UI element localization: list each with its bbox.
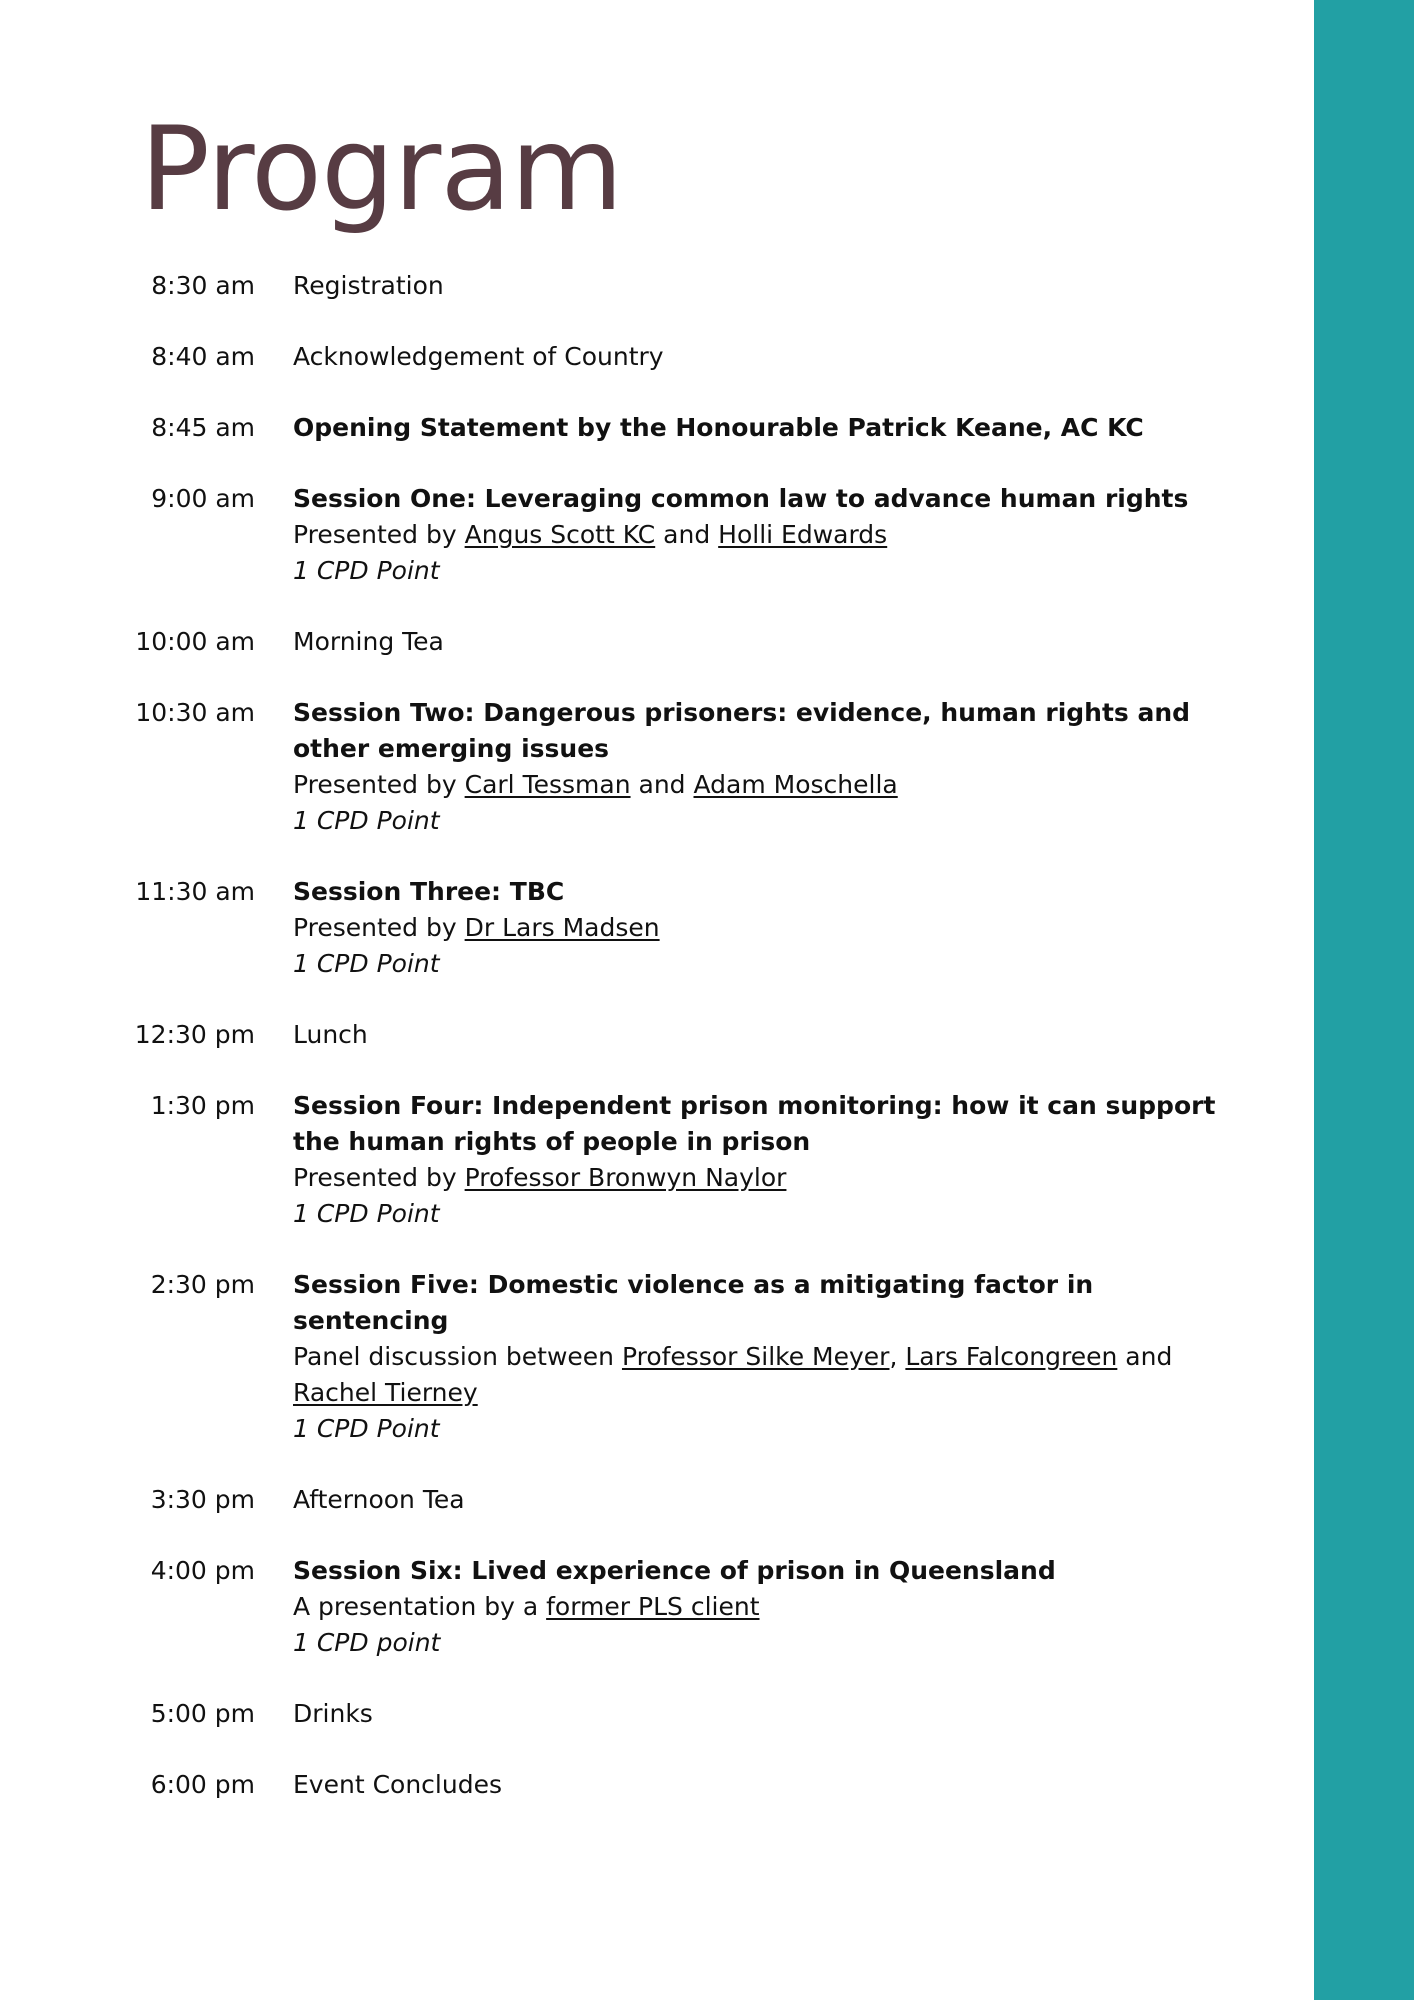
program-row — [100, 1553, 1240, 1661]
presenter-link[interactable]: Angus Scott KC — [464, 520, 656, 549]
presenter-prefix: Presented by — [293, 520, 457, 549]
cpd-points: 1 CPD Point — [293, 1414, 440, 1443]
session-title: Session Six: Lived experience of prison in Queensland — [293, 1556, 1056, 1585]
item-title: Opening Statement by the Honourable Patrick Keane, AC KC — [293, 413, 1144, 442]
program-row — [100, 339, 1240, 375]
time-label: 5:00 pm — [150, 1699, 255, 1728]
presenter-line — [293, 1160, 1240, 1196]
session-title: Session Two: Dangerous prisoners: evidence, human rights and other emerging issues — [293, 698, 1191, 763]
program-row — [100, 410, 1240, 446]
time-label: 11:30 am — [135, 877, 255, 906]
time-label: 9:00 am — [151, 484, 255, 513]
page-title: Program — [140, 102, 623, 237]
time-label: 12:30 pm — [134, 1020, 255, 1049]
presenter-line — [293, 910, 1240, 946]
presenter-link[interactable]: Holli Edwards — [718, 520, 888, 549]
program-row — [100, 1017, 1240, 1053]
cpd-points: 1 CPD Point — [293, 1199, 440, 1228]
item-label: Registration — [293, 271, 444, 300]
presenter-line — [293, 767, 1240, 803]
program-row — [100, 268, 1240, 304]
item-label: Drinks — [293, 1699, 373, 1728]
presenter-line — [293, 1589, 1240, 1625]
joiner: and — [663, 520, 711, 549]
time-label: 8:45 am — [151, 413, 255, 442]
presenter-link[interactable]: Professor Silke Meyer — [621, 1342, 890, 1371]
presenter-line — [293, 517, 1240, 553]
time-label: 4:00 pm — [150, 1556, 255, 1585]
session-title: Session Three: TBC — [293, 877, 565, 906]
joiner: and — [638, 770, 686, 799]
presenter-prefix: Presented by — [293, 1163, 457, 1192]
presenter-prefix: Presented by — [293, 770, 457, 799]
program-row — [100, 695, 1240, 839]
presenter-link[interactable]: Adam Moschella — [693, 770, 898, 799]
program-row — [100, 624, 1240, 660]
joiner: and — [1125, 1342, 1173, 1371]
time-label: 8:40 am — [151, 342, 255, 371]
item-label: Acknowledgement of Country — [293, 342, 664, 371]
separator: , — [889, 1342, 898, 1371]
cpd-points: 1 CPD Point — [293, 806, 440, 835]
presenter-line — [293, 1339, 1240, 1411]
cpd-points: 1 CPD point — [293, 1628, 441, 1657]
time-label: 10:00 am — [135, 627, 255, 656]
session-title: Session Five: Domestic violence as a mitigating factor in sentencing — [293, 1270, 1094, 1335]
program-row — [100, 481, 1240, 589]
time-label: 10:30 am — [135, 698, 255, 727]
program-row — [100, 1088, 1240, 1232]
presenter-link[interactable]: Dr Lars Madsen — [464, 913, 660, 942]
cpd-points: 1 CPD Point — [293, 949, 440, 978]
accent-side-bar — [1314, 0, 1414, 2000]
time-label: 2:30 pm — [150, 1270, 255, 1299]
session-title: Session One: Leveraging common law to advance human rights — [293, 484, 1189, 513]
presenter-link[interactable]: Carl Tessman — [464, 770, 631, 799]
presenter-link[interactable]: Professor Bronwyn Naylor — [464, 1163, 787, 1192]
program-list — [100, 268, 1240, 1838]
presenter-prefix: A presentation by a — [293, 1592, 539, 1621]
time-label: 1:30 pm — [150, 1091, 255, 1120]
presenter-prefix: Presented by — [293, 913, 457, 942]
time-label: 6:00 pm — [150, 1770, 255, 1799]
cpd-points: 1 CPD Point — [293, 556, 440, 585]
presenter-prefix: Panel discussion between — [293, 1342, 615, 1371]
program-row — [100, 874, 1240, 982]
time-label: 8:30 am — [151, 271, 255, 300]
presenter-link[interactable]: Lars Falcongreen — [905, 1342, 1118, 1371]
item-label: Lunch — [293, 1020, 368, 1049]
program-row — [100, 1267, 1240, 1447]
session-title: Session Four: Independent prison monitoring: how it can support the human rights of people in prison — [293, 1091, 1216, 1156]
item-label: Event Concludes — [293, 1770, 502, 1799]
presenter-link[interactable]: former PLS client — [546, 1592, 760, 1621]
time-label: 3:30 pm — [150, 1485, 255, 1514]
program-row — [100, 1696, 1240, 1732]
item-label: Afternoon Tea — [293, 1485, 465, 1514]
program-row — [100, 1767, 1240, 1803]
item-label: Morning Tea — [293, 627, 444, 656]
presenter-link[interactable]: Rachel Tierney — [293, 1378, 478, 1407]
program-row — [100, 1482, 1240, 1518]
